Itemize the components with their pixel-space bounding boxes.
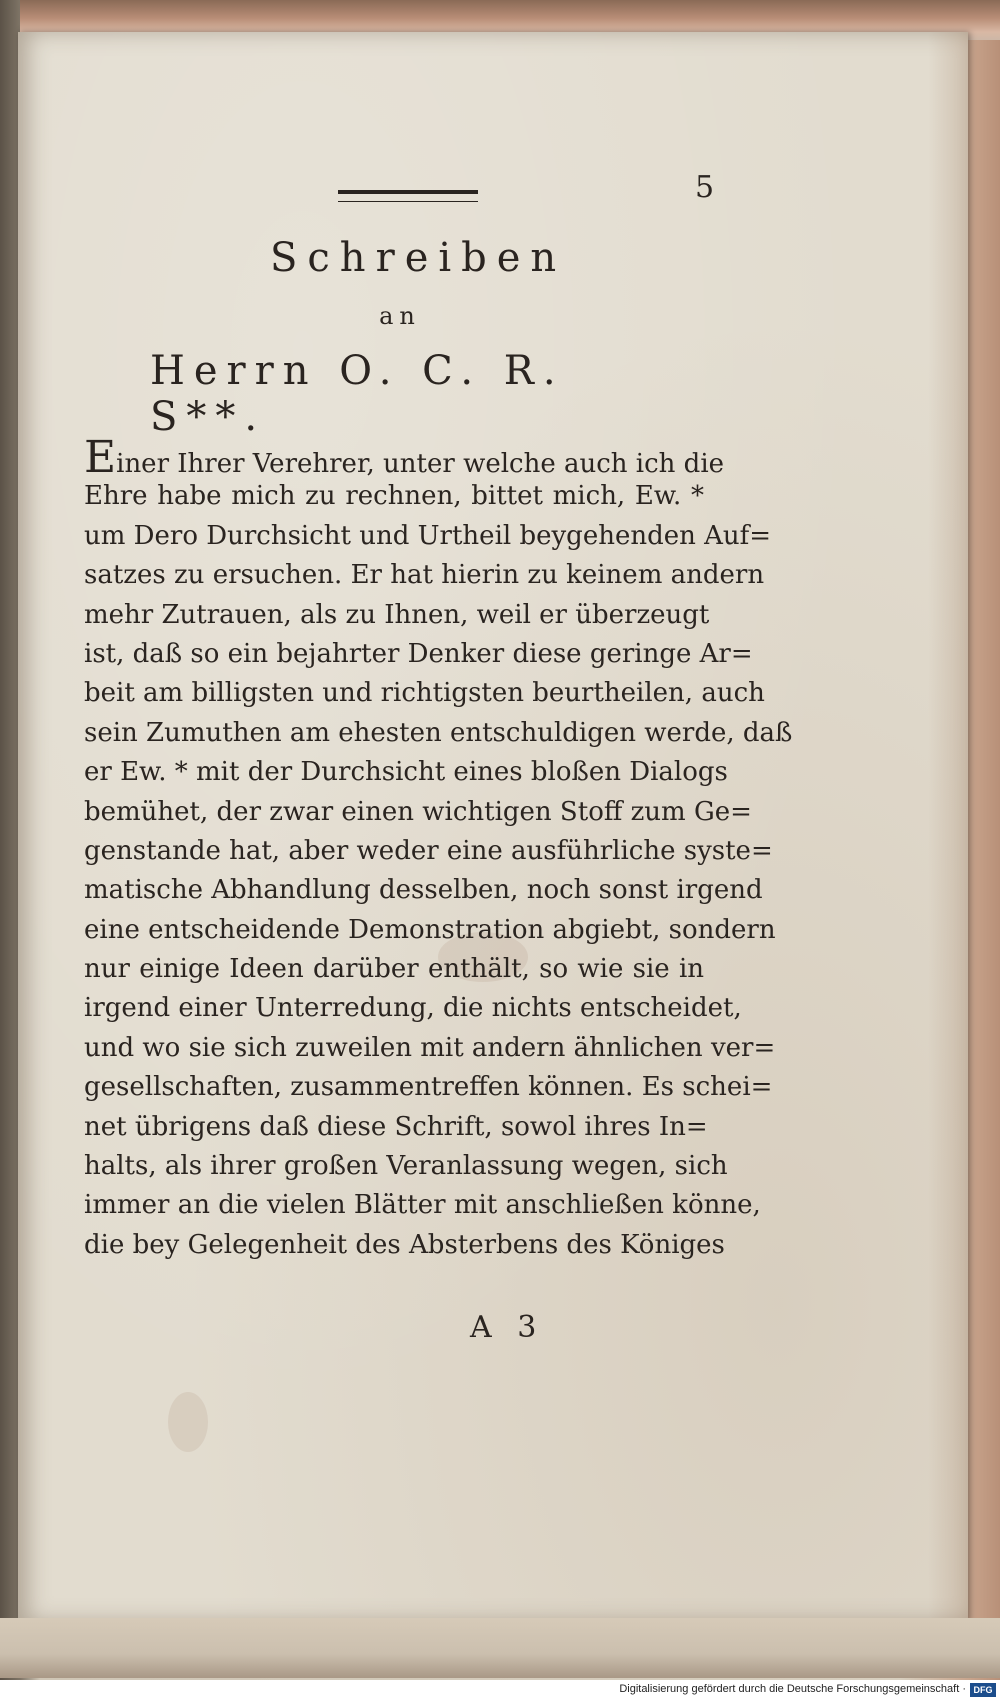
page-number: 5 (695, 170, 715, 205)
body-line: bemühet, der zwar einen wichtigen Stoff zum Ge= (84, 796, 752, 827)
body-line: nur einige Ideen darüber enthält, so wie sie in (84, 954, 704, 985)
signature-mark: A 3 (470, 1310, 545, 1345)
body-line: ist, daß so ein bejahrter Denker diese geringe Ar= (84, 638, 753, 669)
paper-stain (168, 1392, 208, 1452)
body-line: matische Abhandlung desselben, noch sonst irgend (84, 875, 763, 906)
letter-title: Schreiben (270, 235, 567, 281)
body-line: gesellschaften, zusammentreffen können. Es schei= (84, 1072, 773, 1103)
body-line: genstande hat, aber weder eine ausführliche syste= (84, 835, 773, 866)
body-line: immer an die vielen Blätter mit anschließen könne, (84, 1190, 761, 1221)
body-line: die bey Gelegenheit des Absterbens des Königes (84, 1229, 725, 1260)
letter-body (84, 432, 793, 1265)
dfg-logo: DFG (970, 1683, 996, 1697)
body-line: er Ew. * mit der Durchsicht eines bloßen Dialogs (84, 757, 728, 788)
body-line: sein Zumuthen am ehesten entschuldigen werde, daß (84, 717, 793, 748)
letter-subtitle: an (379, 302, 421, 330)
body-line: irgend einer Unterredung, die nichts entscheidet, (84, 993, 742, 1024)
body-line: net übrigens daß diese Schrift, sowol ihres In= (84, 1111, 708, 1142)
body-line: Ehre habe mich zu rechnen, bittet mich, Ew. * (84, 481, 704, 512)
body-line: eine entscheidende Demonstration abgiebt, sondern (84, 914, 776, 945)
body-line: halts, als ihrer großen Veranlassung wegen, sich (84, 1151, 728, 1182)
body-line: beit am billigsten und richtigsten beurtheilen, auch (84, 678, 765, 709)
body-line: und wo sie sich zuweilen mit andern ähnlichen ver= (84, 1032, 776, 1063)
body-line: Einer Ihrer Verehrer, unter welche auch ich die (84, 432, 725, 483)
page-right-shadow (928, 32, 968, 1622)
body-line: mehr Zutrauen, als zu Ihnen, weil er überzeugt (84, 599, 710, 630)
footer-credit: Digitalisierung gefördert durch die Deutsche Forschungsgemeinschaft · (619, 1683, 966, 1695)
page-bottom-edge (0, 1618, 1000, 1678)
body-line: satzes zu ersuchen. Er hat hierin zu keinem andern (84, 560, 765, 591)
body-line: um Dero Durchsicht und Urtheil beygehenden Auf= (84, 520, 772, 551)
letter-addressee: Herrn O. C. R. S**. (150, 348, 565, 440)
header-rule (338, 190, 478, 202)
